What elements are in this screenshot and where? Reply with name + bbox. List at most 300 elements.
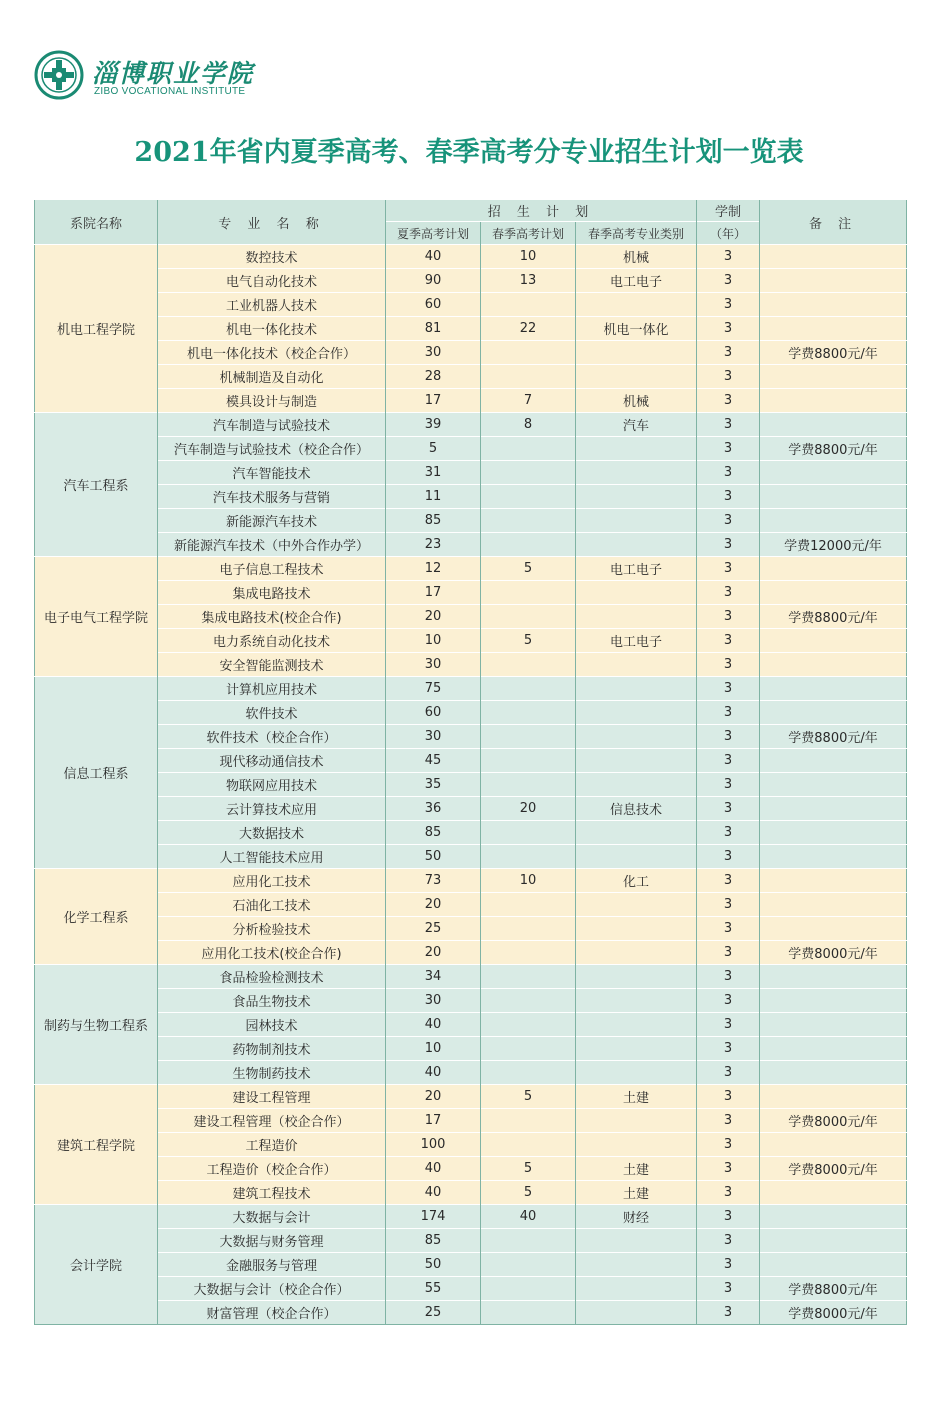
spring-category: 电工电子	[576, 557, 697, 581]
major-name: 软件技术（校企合作）	[158, 725, 386, 749]
school-emblem-icon	[34, 50, 84, 100]
years: 3	[697, 269, 760, 293]
table-row	[35, 629, 907, 653]
table-row	[35, 797, 907, 821]
spring-category: 机械	[576, 389, 697, 413]
note	[760, 797, 907, 821]
major-name: 生物制药技术	[158, 1061, 386, 1085]
table-row	[35, 461, 907, 485]
header-years: 学制	[697, 200, 760, 222]
note	[760, 581, 907, 605]
spring-category	[576, 437, 697, 461]
table-row	[35, 1205, 907, 1229]
spring-category: 土建	[576, 1181, 697, 1205]
major-name: 工程造价	[158, 1133, 386, 1157]
major-name: 大数据技术	[158, 821, 386, 845]
note	[760, 749, 907, 773]
dept-name: 建筑工程学院	[35, 1085, 158, 1205]
note	[760, 965, 907, 989]
years: 3	[697, 461, 760, 485]
summer-plan: 20	[386, 941, 481, 965]
years: 3	[697, 1157, 760, 1181]
major-name: 电子信息工程技术	[158, 557, 386, 581]
years: 3	[697, 677, 760, 701]
note	[760, 293, 907, 317]
table-row	[35, 1181, 907, 1205]
years: 3	[697, 869, 760, 893]
table-row	[35, 317, 907, 341]
summer-plan: 50	[386, 1253, 481, 1277]
major-name: 电力系统自动化技术	[158, 629, 386, 653]
table-row	[35, 1061, 907, 1085]
years: 3	[697, 389, 760, 413]
note: 学费12000元/年	[760, 533, 907, 557]
summer-plan: 90	[386, 269, 481, 293]
summer-plan: 85	[386, 821, 481, 845]
note	[760, 845, 907, 869]
spring-category	[576, 1133, 697, 1157]
note	[760, 269, 907, 293]
major-name: 电气自动化技术	[158, 269, 386, 293]
years: 3	[697, 1301, 760, 1325]
spring-category	[576, 509, 697, 533]
major-name: 安全智能监测技术	[158, 653, 386, 677]
major-name: 金融服务与管理	[158, 1253, 386, 1277]
major-name: 建设工程管理	[158, 1085, 386, 1109]
table-row	[35, 917, 907, 941]
table-row	[35, 1013, 907, 1037]
spring-category: 财经	[576, 1205, 697, 1229]
spring-plan	[481, 677, 576, 701]
spring-plan	[481, 1277, 576, 1301]
table-row	[35, 581, 907, 605]
years: 3	[697, 629, 760, 653]
spring-category	[576, 605, 697, 629]
summer-plan: 40	[386, 1061, 481, 1085]
spring-plan	[481, 965, 576, 989]
spring-plan	[481, 437, 576, 461]
dept-name: 汽车工程系	[35, 413, 158, 557]
summer-plan: 40	[386, 1181, 481, 1205]
summer-plan: 20	[386, 893, 481, 917]
major-name: 计算机应用技术	[158, 677, 386, 701]
note: 学费8000元/年	[760, 941, 907, 965]
table-row	[35, 893, 907, 917]
table-row	[35, 773, 907, 797]
note	[760, 509, 907, 533]
years: 3	[697, 1133, 760, 1157]
major-name: 汽车制造与试验技术	[158, 413, 386, 437]
spring-plan: 40	[481, 1205, 576, 1229]
spring-plan	[481, 341, 576, 365]
header-plan: 招 生 计 划	[386, 200, 697, 222]
table-row	[35, 269, 907, 293]
years: 3	[697, 893, 760, 917]
spring-category	[576, 1037, 697, 1061]
note: 学费8000元/年	[760, 1109, 907, 1133]
spring-category	[576, 461, 697, 485]
note: 学费8800元/年	[760, 605, 907, 629]
years: 3	[697, 341, 760, 365]
years: 3	[697, 413, 760, 437]
dept-name: 会计学院	[35, 1205, 158, 1325]
spring-category	[576, 773, 697, 797]
table-row	[35, 389, 907, 413]
major-name: 云计算技术应用	[158, 797, 386, 821]
note: 学费8800元/年	[760, 1277, 907, 1301]
table-row	[35, 1085, 907, 1109]
note	[760, 701, 907, 725]
summer-plan: 60	[386, 701, 481, 725]
years: 3	[697, 1037, 760, 1061]
major-name: 新能源汽车技术（中外合作办学）	[158, 533, 386, 557]
table-row	[35, 485, 907, 509]
spring-plan: 5	[481, 1181, 576, 1205]
table-row	[35, 413, 907, 437]
summer-plan: 55	[386, 1277, 481, 1301]
years: 3	[697, 605, 760, 629]
spring-category	[576, 941, 697, 965]
summer-plan: 17	[386, 581, 481, 605]
spring-category	[576, 677, 697, 701]
summer-plan: 34	[386, 965, 481, 989]
spring-plan: 5	[481, 629, 576, 653]
table-row	[35, 1133, 907, 1157]
spring-plan	[481, 821, 576, 845]
table-row	[35, 437, 907, 461]
note	[760, 1013, 907, 1037]
major-name: 大数据与会计（校企合作）	[158, 1277, 386, 1301]
header-summer: 夏季高考计划	[386, 222, 481, 245]
years: 3	[697, 989, 760, 1013]
years: 3	[697, 1253, 760, 1277]
summer-plan: 17	[386, 1109, 481, 1133]
major-name: 机电一体化技术（校企合作）	[158, 341, 386, 365]
major-name: 建设工程管理（校企合作）	[158, 1109, 386, 1133]
spring-category	[576, 893, 697, 917]
summer-plan: 85	[386, 509, 481, 533]
major-name: 机械制造及自动化	[158, 365, 386, 389]
spring-plan	[481, 605, 576, 629]
note	[760, 245, 907, 269]
note: 学费8000元/年	[760, 1301, 907, 1325]
years: 3	[697, 797, 760, 821]
header-note: 备 注	[760, 200, 907, 245]
summer-plan: 81	[386, 317, 481, 341]
spring-category: 信息技术	[576, 797, 697, 821]
spring-category	[576, 1277, 697, 1301]
summer-plan: 11	[386, 485, 481, 509]
spring-plan: 10	[481, 869, 576, 893]
spring-category	[576, 341, 697, 365]
major-name: 数控技术	[158, 245, 386, 269]
major-name: 大数据与会计	[158, 1205, 386, 1229]
major-name: 工程造价（校企合作）	[158, 1157, 386, 1181]
summer-plan: 30	[386, 989, 481, 1013]
note	[760, 1133, 907, 1157]
years: 3	[697, 1109, 760, 1133]
spring-plan	[481, 293, 576, 317]
table-row	[35, 821, 907, 845]
years: 3	[697, 821, 760, 845]
summer-plan: 25	[386, 1301, 481, 1325]
summer-plan: 30	[386, 653, 481, 677]
years: 3	[697, 1181, 760, 1205]
major-name: 工业机器人技术	[158, 293, 386, 317]
note	[760, 1085, 907, 1109]
header-spring: 春季高考计划	[481, 222, 576, 245]
summer-plan: 20	[386, 605, 481, 629]
major-name: 食品检验检测技术	[158, 965, 386, 989]
summer-plan: 12	[386, 557, 481, 581]
note	[760, 317, 907, 341]
summer-plan: 40	[386, 245, 481, 269]
spring-plan	[481, 701, 576, 725]
note	[760, 485, 907, 509]
summer-plan: 75	[386, 677, 481, 701]
spring-category	[576, 1301, 697, 1325]
summer-plan: 35	[386, 773, 481, 797]
header-spring-category: 春季高考专业类别	[576, 222, 697, 245]
summer-plan: 30	[386, 725, 481, 749]
table-row	[35, 845, 907, 869]
major-name: 园林技术	[158, 1013, 386, 1037]
note	[760, 1205, 907, 1229]
table-row	[35, 557, 907, 581]
years: 3	[697, 773, 760, 797]
spring-category	[576, 845, 697, 869]
note	[760, 1253, 907, 1277]
major-name: 软件技术	[158, 701, 386, 725]
table-row	[35, 1157, 907, 1181]
note	[760, 557, 907, 581]
years: 3	[697, 437, 760, 461]
spring-category	[576, 1229, 697, 1253]
note	[760, 773, 907, 797]
note	[760, 653, 907, 677]
spring-category	[576, 701, 697, 725]
summer-plan: 30	[386, 341, 481, 365]
spring-category	[576, 965, 697, 989]
years: 3	[697, 917, 760, 941]
years: 3	[697, 533, 760, 557]
spring-category: 机电一体化	[576, 317, 697, 341]
note: 学费8000元/年	[760, 1157, 907, 1181]
spring-category: 土建	[576, 1085, 697, 1109]
summer-plan: 85	[386, 1229, 481, 1253]
major-name: 新能源汽车技术	[158, 509, 386, 533]
table-row	[35, 1301, 907, 1325]
major-name: 汽车制造与试验技术（校企合作）	[158, 437, 386, 461]
table-row	[35, 293, 907, 317]
table-row	[35, 1229, 907, 1253]
spring-category: 化工	[576, 869, 697, 893]
spring-category	[576, 293, 697, 317]
spring-plan: 22	[481, 317, 576, 341]
spring-category	[576, 989, 697, 1013]
summer-plan: 10	[386, 629, 481, 653]
spring-plan	[481, 941, 576, 965]
header-dept: 系院名称	[35, 200, 158, 245]
spring-plan: 10	[481, 245, 576, 269]
years: 3	[697, 1205, 760, 1229]
major-name: 财富管理（校企合作）	[158, 1301, 386, 1325]
major-name: 人工智能技术应用	[158, 845, 386, 869]
spring-category	[576, 749, 697, 773]
major-name: 建筑工程技术	[158, 1181, 386, 1205]
spring-plan	[481, 1301, 576, 1325]
spring-category	[576, 581, 697, 605]
years: 3	[697, 509, 760, 533]
major-name: 食品生物技术	[158, 989, 386, 1013]
summer-plan: 40	[386, 1157, 481, 1181]
major-name: 汽车智能技术	[158, 461, 386, 485]
table-row	[35, 701, 907, 725]
major-name: 汽车技术服务与营销	[158, 485, 386, 509]
note: 学费8800元/年	[760, 725, 907, 749]
summer-plan: 10	[386, 1037, 481, 1061]
years: 3	[697, 725, 760, 749]
spring-plan: 13	[481, 269, 576, 293]
summer-plan: 31	[386, 461, 481, 485]
table-row	[35, 245, 907, 269]
spring-category	[576, 533, 697, 557]
years: 3	[697, 1229, 760, 1253]
spring-plan	[481, 749, 576, 773]
spring-plan	[481, 1253, 576, 1277]
spring-plan: 5	[481, 1157, 576, 1181]
spring-plan	[481, 653, 576, 677]
years: 3	[697, 1085, 760, 1109]
table-row	[35, 677, 907, 701]
table-row	[35, 1253, 907, 1277]
years: 3	[697, 293, 760, 317]
note	[760, 365, 907, 389]
note	[760, 869, 907, 893]
summer-plan: 23	[386, 533, 481, 557]
summer-plan: 100	[386, 1133, 481, 1157]
table-row	[35, 365, 907, 389]
major-name: 应用化工技术	[158, 869, 386, 893]
table-row	[35, 989, 907, 1013]
spring-plan	[481, 1229, 576, 1253]
summer-plan: 50	[386, 845, 481, 869]
major-name: 模具设计与制造	[158, 389, 386, 413]
spring-plan: 5	[481, 1085, 576, 1109]
years: 3	[697, 1277, 760, 1301]
spring-plan: 5	[481, 557, 576, 581]
note	[760, 821, 907, 845]
note	[760, 1061, 907, 1085]
spring-plan: 7	[481, 389, 576, 413]
years: 3	[697, 245, 760, 269]
note	[760, 1181, 907, 1205]
summer-plan: 73	[386, 869, 481, 893]
years: 3	[697, 1061, 760, 1085]
spring-category	[576, 917, 697, 941]
spring-plan	[481, 509, 576, 533]
spring-plan	[481, 1037, 576, 1061]
spring-category	[576, 1061, 697, 1085]
spring-category	[576, 485, 697, 509]
years: 3	[697, 653, 760, 677]
years: 3	[697, 845, 760, 869]
spring-category: 电工电子	[576, 269, 697, 293]
summer-plan: 40	[386, 1013, 481, 1037]
spring-category	[576, 365, 697, 389]
major-name: 分析检验技术	[158, 917, 386, 941]
note	[760, 413, 907, 437]
header-major: 专 业 名 称	[158, 200, 386, 245]
table-row	[35, 725, 907, 749]
years: 3	[697, 965, 760, 989]
note	[760, 677, 907, 701]
years: 3	[697, 701, 760, 725]
summer-plan: 39	[386, 413, 481, 437]
table-row	[35, 341, 907, 365]
summer-plan: 174	[386, 1205, 481, 1229]
major-name: 集成电路技术(校企合作)	[158, 605, 386, 629]
years: 3	[697, 581, 760, 605]
note	[760, 893, 907, 917]
dept-name: 机电工程学院	[35, 245, 158, 413]
spring-plan	[481, 365, 576, 389]
years: 3	[697, 941, 760, 965]
spring-category	[576, 1109, 697, 1133]
spring-category	[576, 1253, 697, 1277]
summer-plan: 17	[386, 389, 481, 413]
spring-plan	[481, 1133, 576, 1157]
spring-category	[576, 1013, 697, 1037]
summer-plan: 25	[386, 917, 481, 941]
spring-plan	[481, 725, 576, 749]
table-row	[35, 605, 907, 629]
note: 学费8800元/年	[760, 437, 907, 461]
spring-plan	[481, 893, 576, 917]
major-name: 石油化工技术	[158, 893, 386, 917]
major-name: 现代移动通信技术	[158, 749, 386, 773]
dept-name: 化学工程系	[35, 869, 158, 965]
summer-plan: 5	[386, 437, 481, 461]
dept-name: 制药与生物工程系	[35, 965, 158, 1085]
note	[760, 1037, 907, 1061]
major-name: 大数据与财务管理	[158, 1229, 386, 1253]
header-years-unit: （年）	[697, 222, 760, 245]
years: 3	[697, 1013, 760, 1037]
table-row	[35, 1037, 907, 1061]
spring-category	[576, 821, 697, 845]
spring-plan	[481, 845, 576, 869]
summer-plan: 45	[386, 749, 481, 773]
major-name: 物联网应用技术	[158, 773, 386, 797]
years: 3	[697, 485, 760, 509]
spring-plan	[481, 485, 576, 509]
note	[760, 1229, 907, 1253]
spring-category	[576, 725, 697, 749]
table-row	[35, 941, 907, 965]
table-row	[35, 1277, 907, 1301]
spring-plan	[481, 1013, 576, 1037]
spring-category: 电工电子	[576, 629, 697, 653]
note	[760, 389, 907, 413]
table-row	[35, 1109, 907, 1133]
page-title: 2021年省内夏季高考、春季高考分专业招生计划一览表	[134, 137, 804, 168]
spring-plan	[481, 1061, 576, 1085]
years: 3	[697, 317, 760, 341]
dept-name: 信息工程系	[35, 677, 158, 869]
note: 学费8800元/年	[760, 341, 907, 365]
years: 3	[697, 749, 760, 773]
